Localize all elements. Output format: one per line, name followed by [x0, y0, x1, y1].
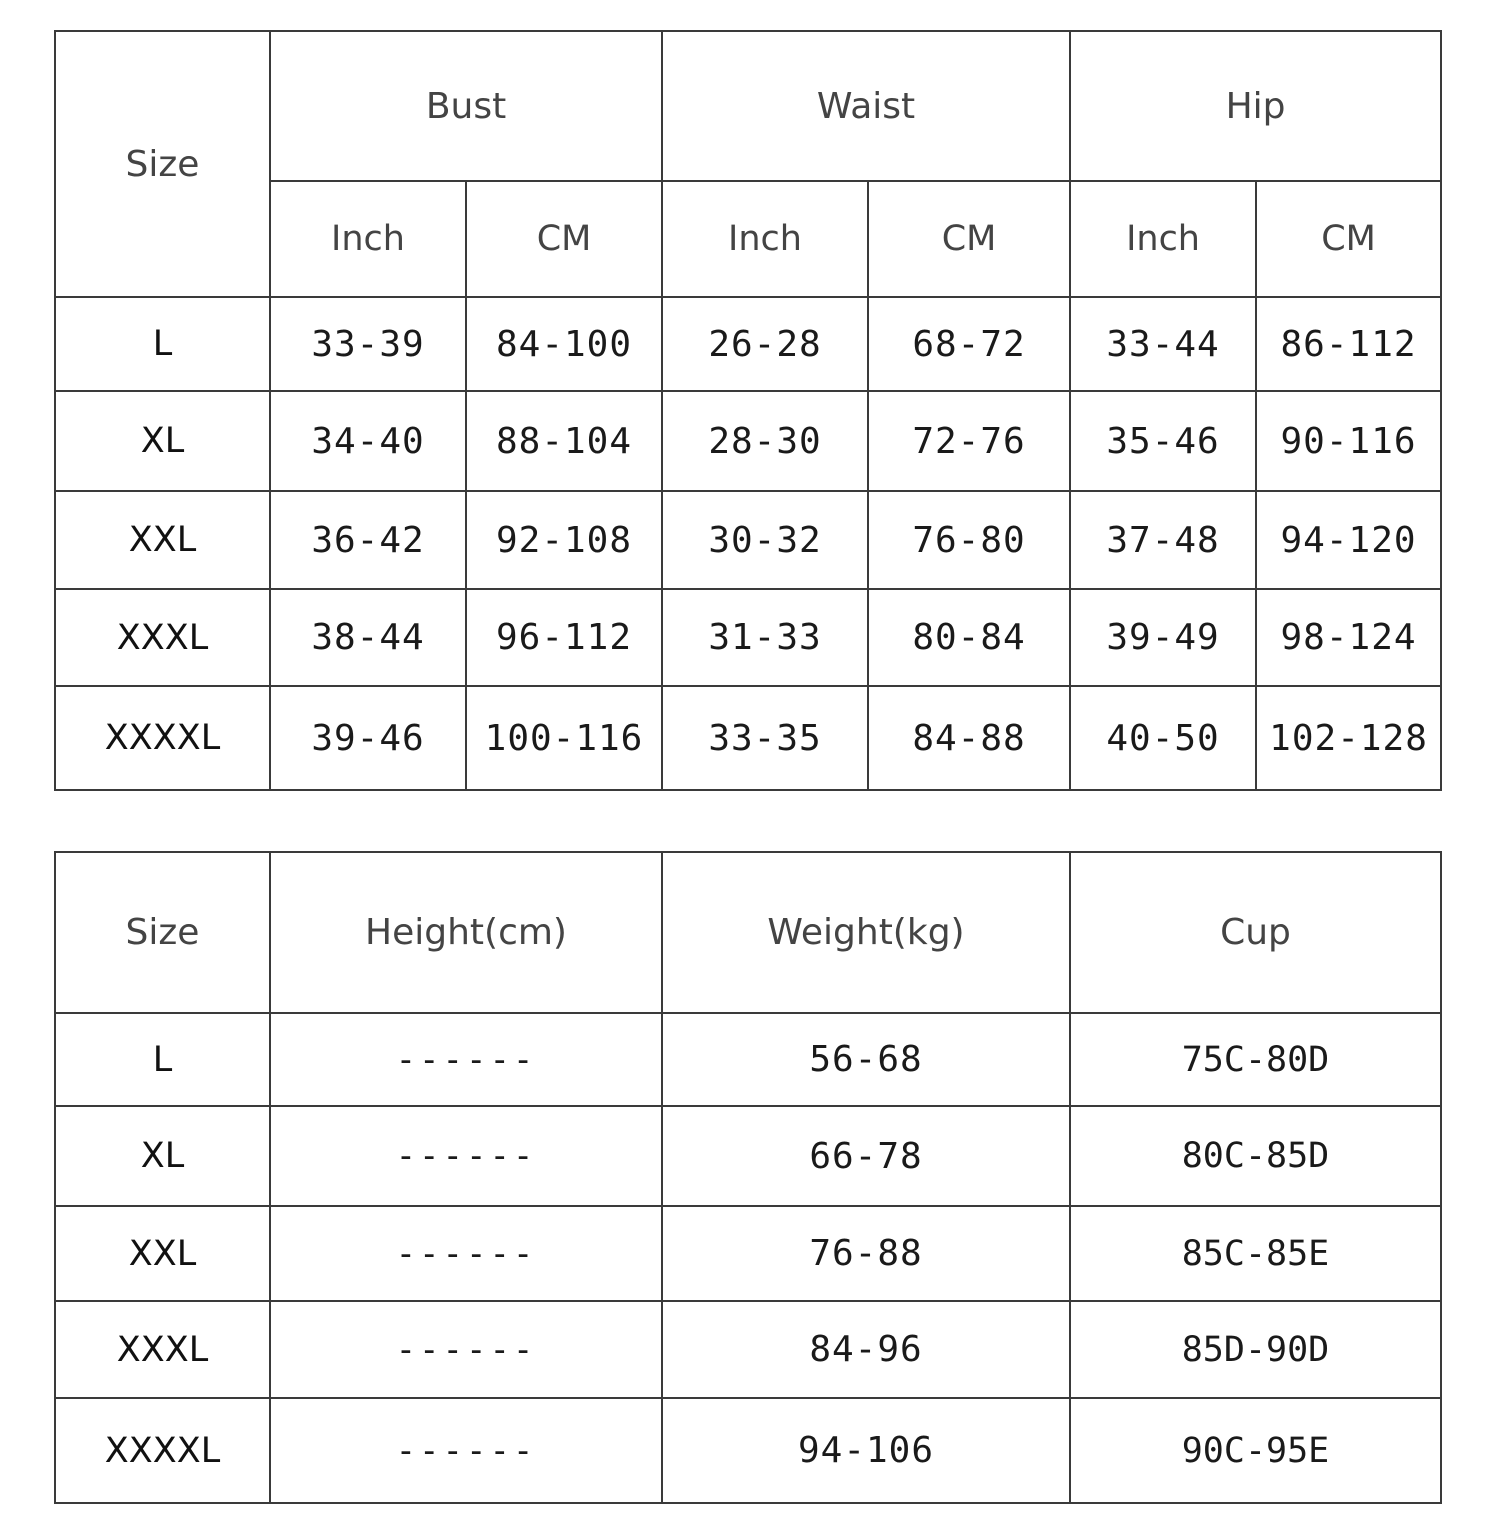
waist-header: Waist — [662, 31, 1070, 181]
hip-inch-cell: 33-44 — [1070, 297, 1256, 391]
bust-inch-cell: 39-46 — [270, 686, 466, 790]
weight-cell: 76-88 — [662, 1206, 1070, 1301]
table-row — [55, 589, 1441, 686]
hip-cm-cell: 90-116 — [1256, 391, 1441, 491]
table-row — [55, 491, 1441, 589]
table-row — [55, 1301, 1441, 1398]
cup-cell: 85D-90D — [1070, 1301, 1441, 1398]
cup-cell: 80C-85D — [1070, 1106, 1441, 1206]
bust-inch-cell: 38-44 — [270, 589, 466, 686]
hip-cm-cell: 94-120 — [1256, 491, 1441, 589]
waist-cm-header: CM — [868, 181, 1070, 297]
bust-cm-header: CM — [466, 181, 662, 297]
size-cell: XXXXL — [55, 686, 270, 790]
bust-inch-cell: 36-42 — [270, 491, 466, 589]
waist-cm-cell: 76-80 — [868, 491, 1070, 589]
cup-cell: 90C-95E — [1070, 1398, 1441, 1503]
size-cell: XXXL — [55, 589, 270, 686]
bust-inch-cell: 33-39 — [270, 297, 466, 391]
hip-inch-cell: 37-48 — [1070, 491, 1256, 589]
table-row — [55, 391, 1441, 491]
bust-header: Bust — [270, 31, 662, 181]
height-cell: ------ — [270, 1013, 662, 1106]
bust-cm-cell: 92-108 — [466, 491, 662, 589]
table-row — [55, 297, 1441, 391]
size-header: Size — [55, 852, 270, 1013]
bust-cm-cell: 100-116 — [466, 686, 662, 790]
size-cell: XXXXL — [55, 1398, 270, 1503]
table-row — [55, 686, 1441, 790]
size-cell: XXL — [55, 1206, 270, 1301]
height-cell: ------ — [270, 1106, 662, 1206]
waist-inch-header: Inch — [662, 181, 868, 297]
size-header: Size — [55, 31, 270, 297]
waist-cm-cell: 68-72 — [868, 297, 1070, 391]
bust-cm-cell: 88-104 — [466, 391, 662, 491]
bust-cm-cell: 84-100 — [466, 297, 662, 391]
bust-inch-header: Inch — [270, 181, 466, 297]
table-row — [55, 1206, 1441, 1301]
cup-cell: 75C-80D — [1070, 1013, 1441, 1106]
hip-cm-header: CM — [1256, 181, 1441, 297]
table-row — [55, 1106, 1441, 1206]
size-cell: XL — [55, 1106, 270, 1206]
height-cell: ------ — [270, 1398, 662, 1503]
height-header: Height(cm) — [270, 852, 662, 1013]
hip-cm-cell: 98-124 — [1256, 589, 1441, 686]
waist-cm-cell: 72-76 — [868, 391, 1070, 491]
waist-inch-cell: 33-35 — [662, 686, 868, 790]
hip-header: Hip — [1070, 31, 1441, 181]
table-row — [55, 1013, 1441, 1106]
waist-inch-cell: 30-32 — [662, 491, 868, 589]
bust-inch-cell: 34-40 — [270, 391, 466, 491]
table-row — [55, 1398, 1441, 1503]
cup-header: Cup — [1070, 852, 1441, 1013]
bust-cm-cell: 96-112 — [466, 589, 662, 686]
hip-inch-cell: 40-50 — [1070, 686, 1256, 790]
waist-inch-cell: 28-30 — [662, 391, 868, 491]
size-cell: XL — [55, 391, 270, 491]
height-cell: ------ — [270, 1206, 662, 1301]
fit-size-table — [54, 851, 1442, 1504]
weight-cell: 84-96 — [662, 1301, 1070, 1398]
hip-inch-cell: 39-49 — [1070, 589, 1256, 686]
hip-inch-cell: 35-46 — [1070, 391, 1256, 491]
height-cell: ------ — [270, 1301, 662, 1398]
measurement-size-table — [54, 30, 1442, 791]
hip-cm-cell: 102-128 — [1256, 686, 1441, 790]
size-cell: L — [55, 1013, 270, 1106]
waist-cm-cell: 80-84 — [868, 589, 1070, 686]
waist-inch-cell: 31-33 — [662, 589, 868, 686]
size-cell: XXXL — [55, 1301, 270, 1398]
waist-inch-cell: 26-28 — [662, 297, 868, 391]
hip-cm-cell: 86-112 — [1256, 297, 1441, 391]
cup-cell: 85C-85E — [1070, 1206, 1441, 1301]
waist-cm-cell: 84-88 — [868, 686, 1070, 790]
hip-inch-header: Inch — [1070, 181, 1256, 297]
size-cell: L — [55, 297, 270, 391]
weight-cell: 66-78 — [662, 1106, 1070, 1206]
size-cell: XXL — [55, 491, 270, 589]
weight-cell: 56-68 — [662, 1013, 1070, 1106]
weight-header: Weight(kg) — [662, 852, 1070, 1013]
weight-cell: 94-106 — [662, 1398, 1070, 1503]
